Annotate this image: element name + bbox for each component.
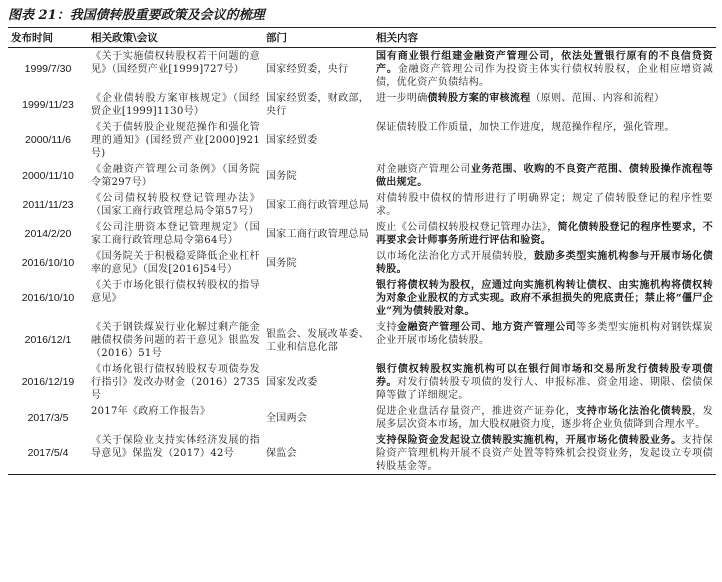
row-content-bold: 债转股方案的审核流程 <box>427 93 531 104</box>
row-content-rest: （原则、范围、内容和流程） <box>530 93 665 104</box>
row-content-pre: 以市场化法治化方式开展债转股， <box>376 251 535 262</box>
row-content <box>373 161 716 190</box>
row-policy: 《国务院关于积极稳妥降低企业杠杆率的意见》（国发[2016]54号） <box>91 251 260 275</box>
row-content <box>373 90 716 119</box>
row-date: 1999/7/30 <box>24 63 72 75</box>
row-policy: 《金融资产管理公司条例》（国务院令第297号） <box>91 164 260 188</box>
row-content-rest: 对发行债转股专项债的发行人、申报标准、资金用途、期限、偿债保障等做了详细规定。 <box>376 377 713 401</box>
row-content-rest: 支持保险资产管理机构开展不良资产处置等特殊机会投资业务，发起设立专项债转股基金等。 <box>376 435 714 472</box>
table-row <box>8 48 716 91</box>
row-date: 2016/12/19 <box>21 376 75 388</box>
row-dept: 国家工商行政管理总局 <box>266 228 369 240</box>
row-dept: 国家发改委 <box>266 377 318 388</box>
header-date: 发布时间 <box>8 28 88 48</box>
row-content-pre: 废止《公司债权转股权登记管理办法》， <box>376 222 558 233</box>
row-policy: 《关于市场化银行债权转股权的指导意见》 <box>91 280 260 304</box>
table-row <box>8 119 716 161</box>
header-content: 相关内容 <box>373 28 716 48</box>
row-content-rest: 保证债转股工作质量，加快工作进度，规范操作程序，强化管理。 <box>376 122 675 133</box>
row-content <box>373 403 716 432</box>
table-row <box>8 190 716 219</box>
table-row <box>8 248 716 277</box>
table-row <box>8 161 716 190</box>
row-policy: 《公司注册资本登记管理规定》（国家工商行政管理总局令第64号） <box>91 222 260 246</box>
row-policy: 《关于实施债权转股权若干问题的意见》（国经贸产业[1999]727号） <box>91 51 260 75</box>
row-date: 2016/10/10 <box>21 256 75 269</box>
row-date: 2011/11/23 <box>22 198 74 211</box>
row-dept: 国家经贸委 <box>266 135 318 146</box>
row-date: 2000/11/6 <box>25 134 71 146</box>
table-row <box>8 219 716 248</box>
row-content-bold: 银行将债权转为股权，应通过向实施机构转让债权、由实施机构将债权转为对象企业股权的方式实现。政府不承担损失的兜底责任；禁止将“僵尸企业”列为债转股对象。 <box>376 280 713 317</box>
header-dept: 部门 <box>263 28 373 48</box>
row-content <box>373 119 716 161</box>
table-row <box>8 319 716 361</box>
row-dept: 国家工商行政管理总局 <box>266 199 369 211</box>
row-content-rest: ，发展多层次资本市场，加大股权融资力度，逐步将企业负债降到合理水平。 <box>376 406 713 430</box>
row-content-rest: 金融资产管理公司作为投资主体实行债权转股权，企业相应增资减债，优化资产负债结构。 <box>376 64 713 88</box>
row-dept: 国家经贸委，财政部，央行 <box>266 93 369 117</box>
row-content <box>373 432 716 475</box>
table-row <box>8 432 716 475</box>
row-content <box>373 319 716 361</box>
table-row <box>8 361 716 403</box>
row-date: 2017/3/5 <box>27 411 69 424</box>
table-row <box>8 90 716 119</box>
row-date: 2014/2/20 <box>24 227 72 240</box>
header-policy: 相关政策\会议 <box>88 28 263 48</box>
row-content <box>373 361 716 403</box>
table-row <box>8 403 716 432</box>
policy-table <box>8 27 716 475</box>
row-policy: 《关于保险业支持实体经济发展的指导意见》保监发（2017）42号 <box>88 432 263 475</box>
row-policy: 《市场化银行债权转股权专项债券发行指引》发改办财金（2016）2735号 <box>91 364 260 401</box>
row-content-pre: 促进企业盘活存量资产，推进资产证券化， <box>376 406 577 417</box>
row-date: 2016/10/10 <box>21 292 75 304</box>
row-dept: 全国两会 <box>266 412 308 424</box>
row-content-bold: 支持保险资金发起设立债转股实施机构，开展市场化债转股业务。 <box>376 435 682 446</box>
row-content <box>373 219 716 248</box>
row-dept: 保监会 <box>263 432 373 475</box>
row-dept: 银监会、发展改革委、工业和信息化部 <box>266 328 369 353</box>
row-content-bold: 鼓励多类型实施机构参与开展市场化债转股。 <box>376 251 713 275</box>
row-date: 2017/5/4 <box>8 432 88 475</box>
row-dept: 国务院 <box>266 257 297 269</box>
table-row <box>8 277 716 319</box>
row-content-rest: 等多类型实施机构对钢铁煤炭企业开展市场化债转股。 <box>376 322 713 346</box>
row-content <box>373 277 716 319</box>
row-date: 2000/11/10 <box>22 169 74 182</box>
row-date: 2016/12/1 <box>24 334 72 346</box>
row-content <box>373 48 716 91</box>
row-policy: 《公司债权转股权登记管理办法》（国家工商行政管理总局令第57号） <box>91 193 260 217</box>
row-content-bold: 业务范围、收购的不良资产范围、债转股操作流程等做出规定。 <box>376 164 714 188</box>
row-policy: 2017年《政府工作报告》 <box>91 406 211 417</box>
row-policy: 《企业债转股方案审核规定》（国经贸企业[1999]1130号） <box>91 93 260 117</box>
row-content-bold: 国有商业银行组建金融资产管理公司，依法处置银行原有的不良信贷资产。 <box>376 51 713 75</box>
row-content-pre: 进一步明确 <box>376 93 428 104</box>
row-content-bold: 支持市场化法治化债转股 <box>576 406 693 417</box>
row-policy: 《关于债转股企业规范操作和强化管理的通知》(国经贸产业[2000]921号) <box>91 122 260 159</box>
row-dept <box>263 277 373 319</box>
row-content-pre: 对金融资产管理公司 <box>376 164 471 175</box>
table-header-row <box>8 28 716 48</box>
row-dept: 国家经贸委，央行 <box>266 64 349 75</box>
row-content-bold: 简化债转股登记的程序性要求，不再要求会计师事务所进行评估和验资。 <box>376 222 713 246</box>
row-policy: 《关于钢铁煤炭行业化解过剩产能金融债权债务问题的若干意见》银监发（2016）51号 <box>91 322 260 359</box>
row-content <box>373 248 716 277</box>
row-content-rest: 对债转股中债权的情形进行了明确界定；规定了债转股登记的程序性要求。 <box>376 193 713 217</box>
row-date: 1999/11/23 <box>22 98 74 111</box>
row-content-bold: 金融资产管理公司、地方资产管理公司 <box>397 322 577 333</box>
row-content-pre: 支持 <box>376 322 398 333</box>
row-content <box>373 190 716 219</box>
row-dept: 国务院 <box>266 170 297 182</box>
table-title: 图表 21：我国债转股重要政策及会议的梳理 <box>8 8 265 23</box>
row-content-bold: 银行债权转股权实施机构可以在银行间市场和交易所发行债转股专项债券。 <box>376 364 713 388</box>
